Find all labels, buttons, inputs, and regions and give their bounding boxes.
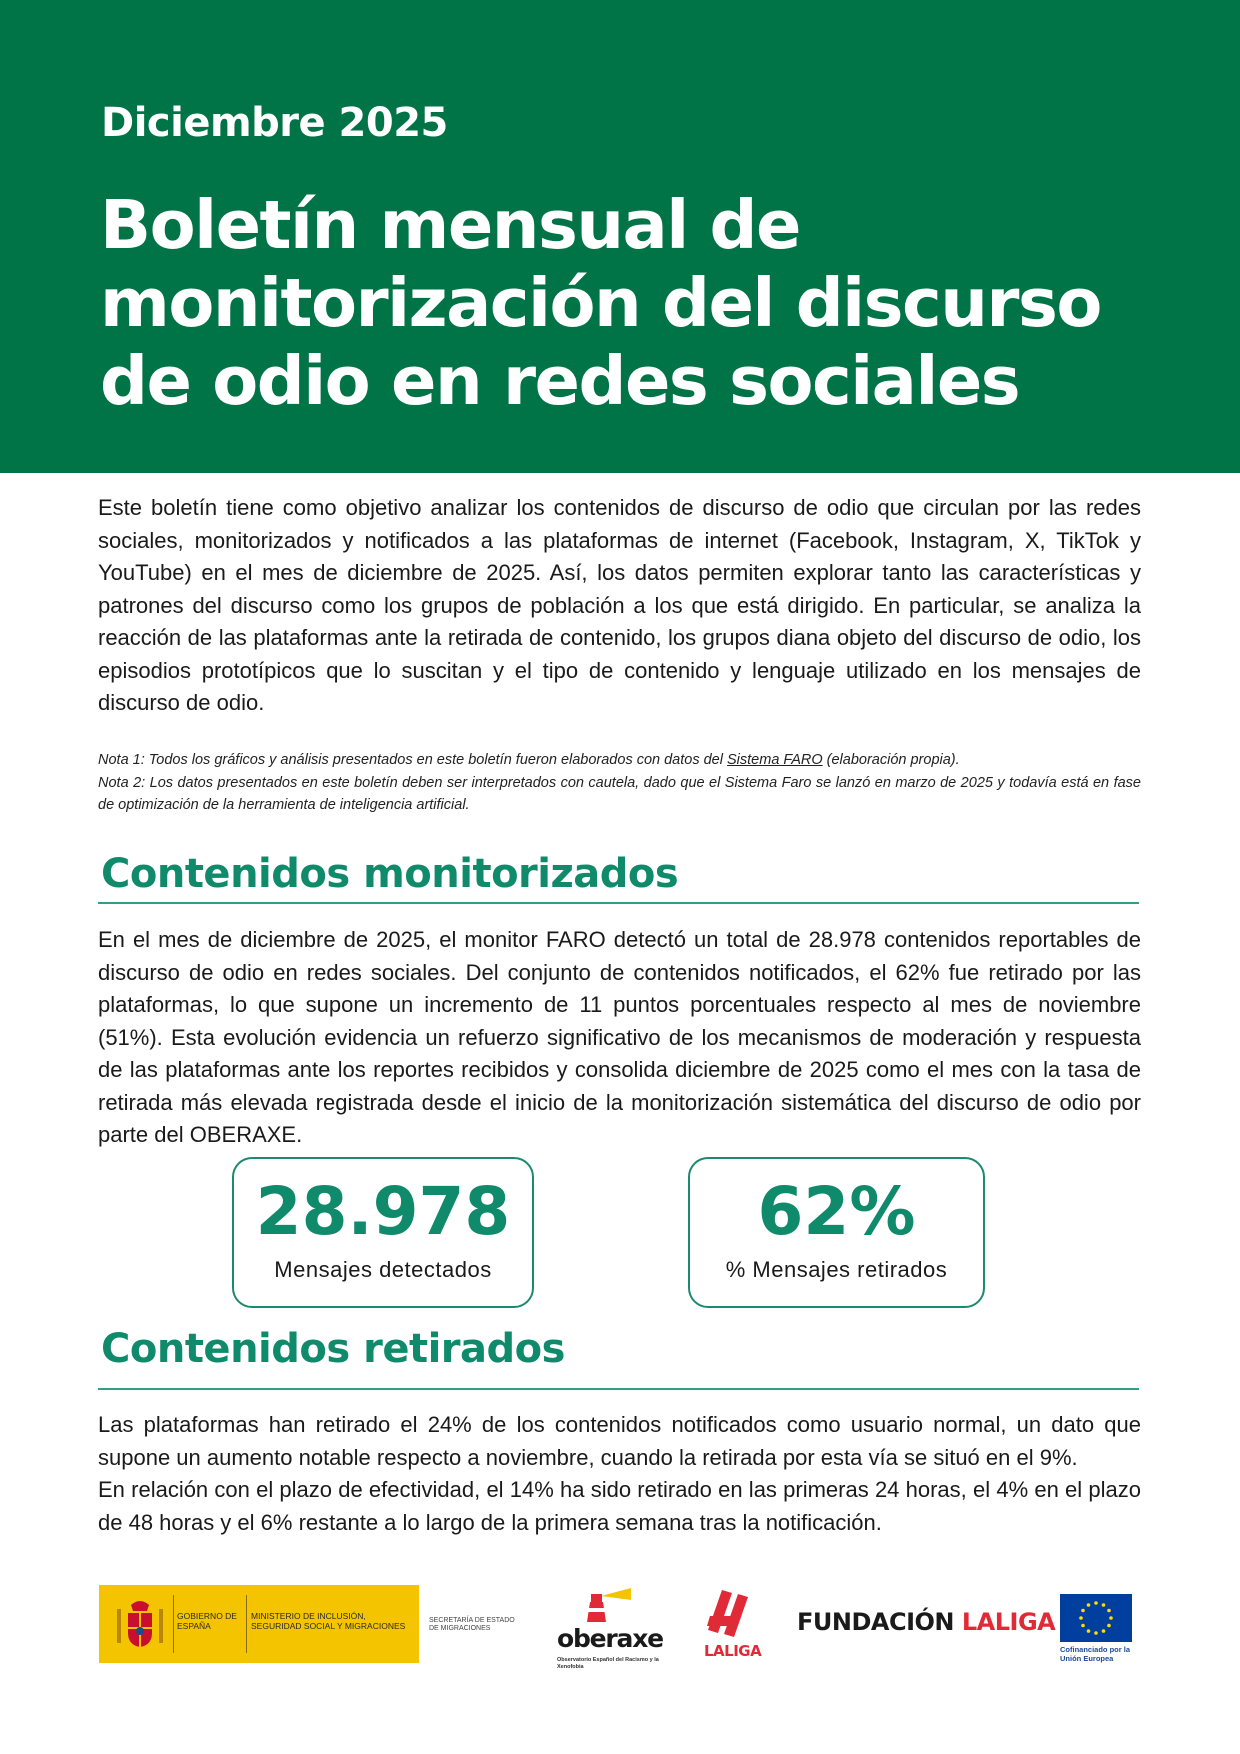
eu-star bbox=[1102, 1603, 1106, 1607]
footer-logos bbox=[0, 1570, 1240, 1680]
bulletin-month: Diciembre 2025 bbox=[101, 100, 448, 146]
eu-star bbox=[1081, 1624, 1085, 1628]
note-2: Nota 2: Los datos presentados en este boletín deben ser interpretados con cautela, dado que el Sistema Faro se lanzó en marzo de 2025 y todavía está en fase de optimización de la herramienta de inteligencia artificial. bbox=[98, 774, 1141, 813]
fundacion-word: FUNDACIÓN bbox=[797, 1608, 954, 1636]
eu-logo bbox=[1058, 1594, 1132, 1672]
bulletin-title: Boletín mensual de monitorización del discurso de odio en redes sociales bbox=[100, 186, 1101, 420]
gobierno-logo bbox=[99, 1585, 419, 1663]
ministerio-text: MINISTERIO DE INCLUSIÓN, SEGURIDAD SOCIAL Y MIGRACIONES bbox=[251, 1611, 406, 1631]
eu-star bbox=[1087, 1629, 1091, 1633]
fundacion-laliga-logo bbox=[797, 1608, 1055, 1636]
gobierno-text: GOBIERNO DE ESPAÑA bbox=[177, 1611, 237, 1631]
oberaxe-logo bbox=[555, 1584, 663, 1670]
stat-value: 28.978 bbox=[255, 1173, 511, 1250]
laliga-emblem-icon bbox=[704, 1588, 760, 1640]
section-2-line-2: En relación con el plazo de efectividad, el 14% ha sido retirado en las primeras 24 horas, el 4% en el plazo de 48 horas y el 6% restante a lo largo de la primera semana tras la notificación. bbox=[98, 1477, 1141, 1535]
section-1-paragraph: En el mes de diciembre de 2025, el monitor FARO detectó un total de 28.978 contenidos reportables de discurso de odio en redes sociales. Del conjunto de contenidos notificados, el 62% fue retirado por las plataformas, lo que supone un incremento de 11 puntos porcentuales respecto al mes de noviembre (51%). Esta evolución evidencia un refuerzo significativo de los mecanismos de moderación y respuesta de las plataformas ante los reportes recibidos y consolida diciembre de 2025 como el mes con la tasa de retirada más elevada registrada desde el inicio de la monitorización sistemática del discurso de odio por parte del OBERAXE. bbox=[98, 927, 1141, 1147]
eu-star bbox=[1109, 1616, 1113, 1620]
section-2-line-1: Las plataformas han retirado el 24% de los contenidos notificados como usuario normal, un dato que supone un aumento notable respecto a noviembre, cuando la retirada por esta vía se situó en el 9%. bbox=[98, 1412, 1141, 1470]
laliga-word: LALIGA bbox=[961, 1608, 1056, 1636]
stat-card-detected bbox=[232, 1157, 534, 1308]
stat-label: % Mensajes retirados bbox=[725, 1257, 948, 1282]
section-divider bbox=[98, 902, 1139, 904]
secretaria-text: SECRETARÍA DE ESTADO DE MIGRACIONES bbox=[429, 1617, 515, 1632]
stat-value: 62% bbox=[757, 1173, 916, 1250]
eu-star bbox=[1107, 1609, 1111, 1613]
eu-star bbox=[1107, 1624, 1111, 1628]
note-1-prefix: Nota 1: Todos los gráficos y análisis presentados en este boletín fueron elaborados con datos del bbox=[98, 752, 728, 768]
note-1 bbox=[98, 749, 1141, 772]
section-title-monitorizados: Contenidos monitorizados bbox=[101, 851, 679, 897]
spain-crest-icon bbox=[111, 1595, 169, 1653]
stat-label: Mensajes detectados bbox=[274, 1257, 492, 1282]
oberaxe-wordmark: oberaxe bbox=[557, 1624, 663, 1653]
eu-star bbox=[1079, 1616, 1083, 1620]
eu-star bbox=[1094, 1631, 1098, 1635]
notes bbox=[98, 749, 1141, 817]
section-2-paragraph bbox=[98, 1409, 1141, 1539]
section-divider bbox=[98, 1388, 1139, 1390]
laliga-logo bbox=[700, 1588, 764, 1668]
eu-flag-icon bbox=[1060, 1594, 1132, 1642]
eu-cofinanciado-text: Cofinanciado por la Unión Europea bbox=[1060, 1645, 1131, 1663]
eu-star bbox=[1081, 1609, 1085, 1613]
eu-star bbox=[1087, 1603, 1091, 1607]
header-banner bbox=[0, 0, 1240, 473]
oberaxe-subtitle: Observatorio Español del Racismo y la Xenofobia bbox=[557, 1657, 659, 1670]
section-title-retirados: Contenidos retirados bbox=[101, 1326, 565, 1372]
intro-paragraph: Este boletín tiene como objetivo analizar los contenidos de discurso de odio que circulan por las redes sociales, monitorizados y notificados a las plataformas de internet (Facebook, Instagram, X, TikTok y YouTube) en el mes de diciembre de 2025. Así, los datos permiten explorar tanto las características y patrones del discurso como los grupos de población a los que está dirigido. En particular, se analiza la reacción de las plataformas ante la retirada de contenido, los grupos diana objeto del discurso de odio, los episodios prototípicos que lo suscitan y el tipo de contenido y lenguaje utilizado en los mensajes de discurso de odio. bbox=[98, 495, 1141, 715]
oberaxe-lighthouse-icon bbox=[561, 1584, 651, 1624]
note-1-suffix: (elaboración propia). bbox=[822, 752, 960, 768]
eu-star bbox=[1094, 1601, 1098, 1605]
sistema-faro-link[interactable]: Sistema FARO bbox=[727, 752, 823, 768]
stat-card-removed bbox=[688, 1157, 985, 1308]
laliga-wordmark: LALIGA bbox=[704, 1642, 762, 1660]
eu-star bbox=[1102, 1629, 1106, 1633]
logo-separator bbox=[246, 1595, 247, 1653]
logo-separator bbox=[173, 1595, 174, 1653]
